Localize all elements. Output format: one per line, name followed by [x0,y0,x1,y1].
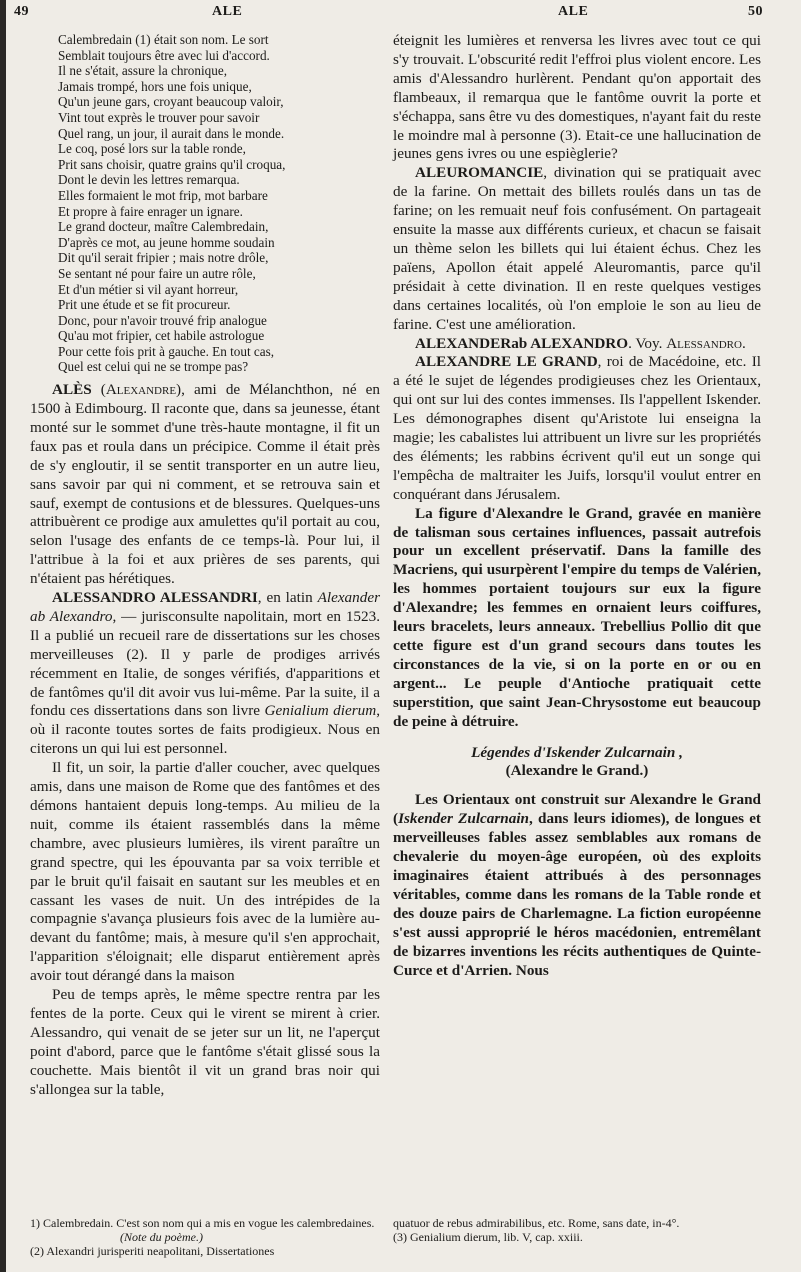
right-column [393,32,761,980]
right-page-number: 50 [748,4,763,19]
right-footnotes [393,1216,761,1244]
footnote-3: (3) Genialium dierum, lib. V, cap. xxiii. [393,1230,583,1244]
paragraph-orientaux-a: Les Orientaux ont construit sur Alexandre le Grand ( [393,791,761,828]
left-page-number: 49 [14,4,29,19]
entry-alessandro [30,589,380,759]
entry-aleuromancie-text: , divination qui se pratiquait avec de la farine. On mettait des billets roulés dans un tas de farine; on les remuait neuf fois confusément. On partageait ensuite la masse aux différents curieux, et chacun se faisait un thème selon les billets qui lui étaient échus. Chez les païens, Apollon était appelé Aleuromantis, parce qu'il présidait à cette divination. Il en reste quelques vestiges dans certaines localités, où l'on emploie le son au lieu de farine. C'est une amélioration. [393,164,761,333]
entry-alexander-ab-text: . Voy. [628,334,667,352]
entry-alessandro-latin: , en latin [257,589,318,607]
paragraph-orientaux-b: , dans leurs idiomes), de longues et merveilleuses fables assez semblables aux romans de chevalerie du moyen-âge européen, où des exploits imaginaires étaient attribués à des personnages véritables, comme dans les romans de la Table ronde et des douze pairs de Charlemagne. La fiction européenne s'est aussi approprié le héros macédonien, entremêlant de bizarres inventions les récits authentiques de Quinte-Curce et d'Arrien. Nous [393,810,761,979]
entry-alexandre-text: , roi de Macédoine, etc. Il a été le sujet de légendes prodigieuses chez les Orientaux, qui ont sur lui des contes immenses. Ils l'appellent Iskender. Les démonographes disent qu'Aristote lui enseigna la magie; les cabalistes lui attribuent un livre sur les propriétés des éléments; les rabbins écrivent qu'il eut un songe qui l'empêcha de maltraiter les Juifs, lorsqu'il voulut entrer en conquérant dans Jérusalem. [393,353,761,503]
entry-alessandro-head: ALESSANDRO ALESSANDRI [52,589,258,607]
footnote-1-note: (Note du poème.) [120,1230,203,1244]
entry-ales-head: ALÈS [52,381,92,399]
entry-alexander-ab-head: ALEXANDERab ALEXANDRO [415,334,629,352]
entry-ales-text: , ami de Mélanchthon, né en 1500 à Edimbourg. Il raconte que, dans sa jeunesse, étant monté sur le sommet d'une très-haute montagne, il fit un faux pas et roula dans un précipice. Comme il était près de s'y engloutir, il se sentit transporter en un autre lieu, sans savoir par qui ni comment, et se retrouva sain et sauf, exempt de contusions et de blessures. Quelques-uns attribuèrent ce prodige aux amulettes qu'il portait au cou, selon l'usage des enfants de ce temps-là. Pour lui, il l'attribue à la foi et aux prières de ses parents, qui n'étaient pas hérétiques. [30,381,380,588]
binding-edge [0,0,6,1272]
entry-ales-name: (Alexandre) [100,381,182,399]
entry-alexandre-le-grand [393,353,761,504]
paragraph-orientaux-italic: Iskender Zulcarnain [398,810,529,828]
paragraph-continued: éteignit les lumières et renversa les livres avec tout ce qui s'y trouvait. L'obscurité redit l'effroi plus violent encore. Les amis d'Alessandro hurlèrent. Pendant qu'on apportait des flambeaux, il remarqua que le fantôme ouvrit la porte et s'échappa, sans être vu des domestiques, n'ayant fait du reste le moindre mal à personne (3). Etait-ce une hallucination de jeunes gens ivres ou une espièglerie? [393,32,761,163]
entry-alessandro-italic: Alexander ab Alexandro [30,589,380,625]
entry-alexandre-head: ALEXANDRE LE GRAND [415,353,598,371]
poem-calembredain: Calembredain (1) était son nom. Le sort Semblait toujours être avec lui d'accord. Il ne s'était, assure la chronique, Jamais trompé, hors une fois unique, Qu'un jeune gars, croyant beaucoup valoir, Vint tout exprès le trouver pour savoir Quel rang, un jour, il aurait dans le monde. Le coq, posé lors sur la table ronde, Prit sans choisir, quatre grains qu'il croqua, Dont le devin les lettres remarqua. Elles formaient le mot frip, mot barbare Et propre à faire enrager un ignare. Le grand docteur, maître Calembredain, D'après ce mot, au jeune homme soudain Dit qu'il serait fripier ; mais notre drôle, Se sentant né pour faire un autre rôle, Et d'un métier si vil ayant horreur, Prit une étude et se fit procureur. Donc, pour n'avoir trouvé frip analogue Qu'au mot fripier, cet habile astrologue Pour cette fois prit à gauche. En tout cas, Quel est celui qui ne se trompe pas? [58,32,286,375]
legend-subtitle: (Alexandre le Grand.) [505,762,649,780]
left-column [30,32,380,1100]
paragraph-spectre: Peu de temps après, le même spectre rentra par les fentes de la porte. Ceux qui le virent se mirent à crier. Alessandro, qui venait de se jeter sur un lit, ne l'aperçut point d'abord, parce que le fantôme s'était glissé sous la couchette. Mais bientôt il vit un grand bras noir qui s'allongea sur la table, [30,986,380,1098]
footnote-1-text: 1) Calembredain. C'est son nom qui a mis en vogue les calembredaines. [30,1216,375,1230]
left-running-title: ALE [212,4,243,19]
entry-alessandro-text2: , où il raconte toutes sortes de faits prodigieux. Nous en citerons un qui lui est personnel. [30,702,380,758]
right-running-title: ALE [558,4,589,19]
entry-ales [30,381,380,589]
paragraph-night: Il fit, un soir, la partie d'aller coucher, avec quelques amis, dans une maison de Rome que des fantômes et des démons hantaient depuis long-temps. Au milieu de la nuit, comme ils étaient rassemblés dans la même chambre, avec plusieurs lumières, ils virent paraître un grand spectre, qui les épouvanta par sa voix terrible et par le bruit qu'il faisait en sautant sur les meubles et en cassant les vases de nuit. Un des intrépides de la compagnie s'avança plusieurs fois avec de la lumière au-devant du fantôme; mais, à mesure qu'il s'en approchait, l'apparition s'éloignait; elle disparut entièrement après avoir tout dérangé dans la maison [30,759,380,985]
left-footnotes [30,1216,380,1258]
entry-aleuromancie [393,164,761,334]
entry-alexander-ab-ref: Alessandro. [666,334,746,352]
legend-title: Légendes d'Iskender Zulcarnain , [471,743,683,761]
footnote-2: (2) Alexandri jurisperiti neapolitani, Dissertationes [30,1244,275,1258]
footnote-continued: quatuor de rebus admirabilibus, etc. Rome, sans date, in-4°. [393,1216,680,1230]
entry-aleuromancie-head: ALEUROMANCIE [415,164,544,182]
entry-alexander-ab [393,335,761,354]
footnote-1 [30,1216,380,1244]
paragraph-orientaux [393,791,761,980]
paragraph-figure: La figure d'Alexandre le Grand, gravée en manière de talisman sous certaines influences, passait autrefois pour un excellent préservatif. Dans la famille des Macriens, qui usurpèrent l'empire du temps de Valérien, les hommes portaient toujours sur eux la figure d'Alexandre; les femmes en ornaient leurs coiffures, leurs bracelets, leurs anneaux. Trebellius Pollio dit que cette figure est d'un grand secours dans toutes les circonstances de la vie, si on la porte en or ou en argent... Le peuple d'Antioche pratiquait cette superstition, que saint Jean-Chrysostome eut beaucoup de peine à détruire. [393,504,761,730]
entry-alessandro-text: , — jurisconsulte napolitain, mort en 1523. Il a publié un recueil rare de dissertations sur les choses merveilleuses (2). Il y parle de prodiges arrivés récemment en Italie, de songes vérifiés, d'apparitions et de fantômes qu'il dit avoir vus lui-même. Par la suite, il a fondu ces dissertations dans son livre [30,607,380,720]
entry-alessandro-book: Genialium dierum [264,702,377,720]
